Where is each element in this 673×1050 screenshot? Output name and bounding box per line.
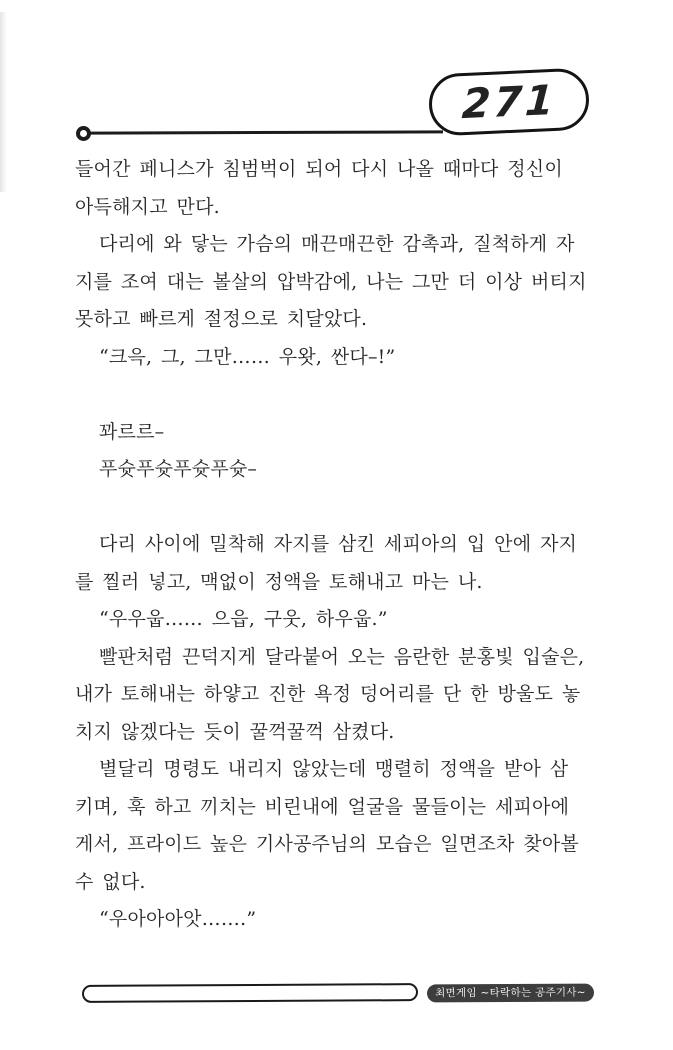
text-line: 빨판처럼 끈덕지게 달라붙어 오는 음란한 분홍빛 입술은, xyxy=(99,645,585,668)
footer-outline-pill xyxy=(82,983,418,1003)
text-line: 다리에 와 닿는 가슴의 매끈매끈한 감촉과, 질척하게 자 xyxy=(99,233,575,255)
text-line: 별달리 명령도 내리지 않았는데 맹렬히 정액을 받아 삼 xyxy=(99,758,569,780)
text-line: “우우웁…… 으읍, 구웃, 하우웁.” xyxy=(99,608,388,630)
text-line: “우아아아앗…….” xyxy=(99,908,257,930)
header-rule xyxy=(87,130,443,134)
page-number: 271 xyxy=(460,75,558,129)
text-line: 지를 조여 대는 볼살의 압박감에, 나는 그만 더 이상 버티지 xyxy=(75,270,587,293)
text-line: 키며, 훅 하고 끼치는 비린내에 얼굴을 물들이는 세피아에 xyxy=(75,795,570,818)
text-line: 수 없다. xyxy=(75,870,146,893)
text-line: 들어간 페니스가 침범벅이 되어 다시 나올 때마다 정신이 xyxy=(75,158,563,180)
text-line: 게서, 프라이드 높은 기사공주님의 모습은 일면조차 찾아볼 xyxy=(75,833,579,855)
text-line: “크윽, 그, 그만…… 우왓, 싼다–!” xyxy=(99,345,396,368)
text-line: 푸슛푸슛푸슛푸슛– xyxy=(99,458,258,480)
series-title: 최면게임 ~타락하는 공주기사~ xyxy=(435,986,586,1000)
page-number-badge xyxy=(428,67,591,136)
text-line: 다리 사이에 밀착해 자지를 삼킨 세피아의 입 안에 자지 xyxy=(99,533,578,555)
scan-edge-shadow xyxy=(0,12,7,192)
series-title-badge xyxy=(427,984,594,1003)
text-line: 꽈르르– xyxy=(99,420,165,443)
text-line: 치지 않겠다는 듯이 꿀꺽꿀꺽 삼켰다. xyxy=(75,720,395,743)
text-line: 아득해지고 만다. xyxy=(75,195,220,218)
text-line: 내가 토해내는 하얗고 진한 욕정 덩어리를 단 한 방울도 놓 xyxy=(75,683,581,705)
text-line: 를 찔러 넣고, 맥없이 정액을 토해내고 마는 나. xyxy=(75,570,483,593)
text-line: 못하고 빠르게 절정으로 치달았다. xyxy=(75,308,368,330)
page-body xyxy=(75,151,602,939)
